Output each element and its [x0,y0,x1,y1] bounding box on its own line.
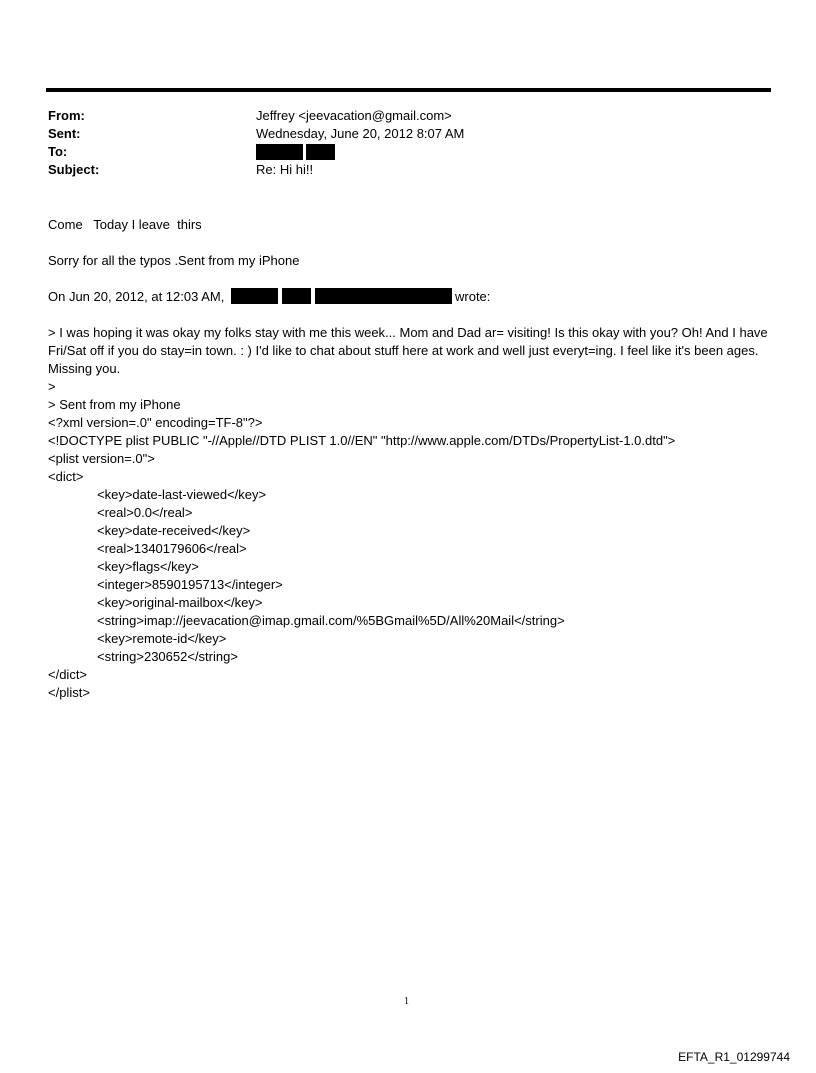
xml-declaration: <?xml version=.0" encoding=TF-8"?> [48,415,263,430]
on-wrote-suffix: wrote: [455,289,491,304]
subject-label: Subject: [48,162,100,177]
quote-sent-line: > Sent from my iPhone [48,397,181,412]
dict-line: <real>0.0</real> [97,505,193,520]
dict-line: <key>date-received</key> [97,523,251,538]
from-value: Jeffrey <jeevacation@gmail.com> [256,108,452,123]
dict-line: <real>1340179606</real> [97,541,247,556]
dict-line: <string>imap://jeevacation@imap.gmail.com/%5BGmail%5D/All%20Mail</string> [97,613,565,628]
bates-number: EFTA_R1_01299744 [678,1050,790,1064]
sent-value: Wednesday, June 20, 2012 8:07 AM [256,126,465,141]
from-label: From: [48,108,85,123]
dict-line: <integer>8590195713</integer> [97,577,283,592]
to-redaction-2 [306,144,335,160]
on-wrote-prefix: On Jun 20, 2012, at 12:03 AM, [48,289,225,304]
to-redaction-1 [256,144,303,160]
dict-close: </dict> [48,667,88,682]
dict-line: <key>original-mailbox</key> [97,595,263,610]
dict-line: <key>remote-id</key> [97,631,227,646]
sender-email-redaction [315,288,452,304]
sender-redaction-2 [282,288,311,304]
doctype-line: <!DOCTYPE plist PUBLIC "-//Apple//DTD PLIST 1.0//EN" "http://www.apple.com/DTDs/PropertyList-1.0.dtd"> [48,433,676,448]
plist-open: <plist version=.0"> [48,451,155,466]
dict-line: <key>date-last-viewed</key> [97,487,267,502]
body-line-1: Come Today I leave thirs [48,217,202,232]
dict-line: <key>flags</key> [97,559,199,574]
dict-open: <dict> [48,469,84,484]
page-number: 1 [404,996,409,1007]
sender-redaction-1 [231,288,278,304]
plist-close: </plist> [48,685,90,700]
subject-value: Re: Hi hi!! [256,162,314,177]
body-line-2: Sorry for all the typos .Sent from my iPhone [48,253,300,268]
header-rule [46,88,771,92]
quoted-message: > I was hoping it was okay my folks stay with me this week... Mom and Dad ar= visiting! Is this okay with you? Oh! And I have Fri/Sat off if you do stay=in town. : ) I'd like to chat about stuff here at work and well just everyt=ing. I feel like it's been ages. Missing you. [48,325,768,376]
sent-label: Sent: [48,126,81,141]
dict-line: <string>230652</string> [97,649,238,664]
to-label: To: [48,144,68,159]
quote-marker: > [48,379,56,394]
